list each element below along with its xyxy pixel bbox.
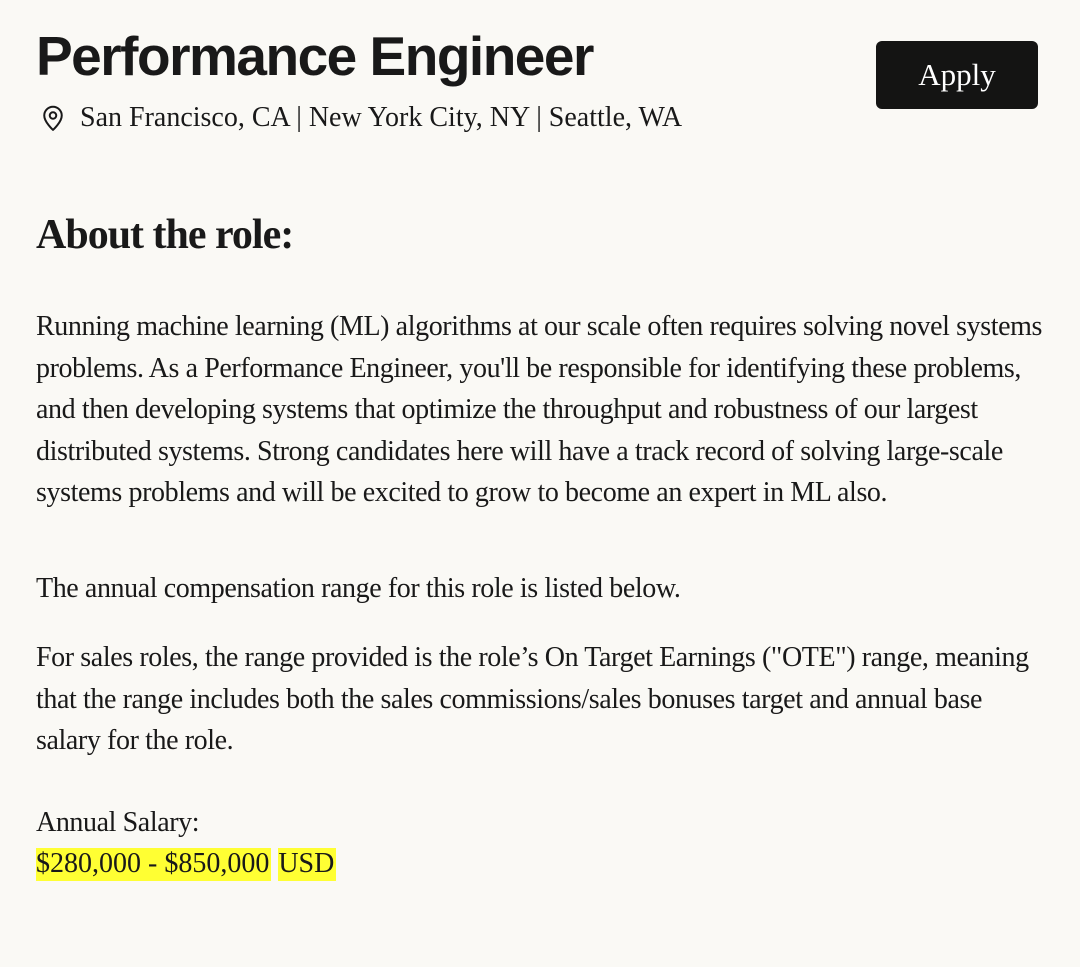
salary-label: Annual Salary: <box>36 806 200 838</box>
compensation-intro: The annual compensation range for this role is listed below. <box>36 572 681 604</box>
map-pin-icon <box>38 103 68 133</box>
salary-line <box>36 843 1046 885</box>
about-heading: About the role: <box>36 212 294 258</box>
job-locations: San Francisco, CA | New York City, NY | Seattle, WA <box>80 102 683 133</box>
location-row <box>36 100 682 136</box>
salary-range: $280,000 - $850,000 <box>36 848 270 879</box>
job-title: Performance Engineer <box>36 25 593 87</box>
salary-currency: USD <box>278 848 335 879</box>
apply-button[interactable]: Apply <box>876 41 1038 109</box>
job-description <box>36 206 1046 885</box>
sales-ote-note: For sales roles, the range provided is the role’s On Target Earnings ("OTE") range, meaning that the range includes both the sales commissions/sales bonuses target and annual base salary for the role. <box>36 642 1029 756</box>
job-header <box>36 22 1040 142</box>
role-description: Running machine learning (ML) algorithms at our scale often requires solving novel systems problems. As a Performance Engineer, you'll be responsible for identifying these problems, and then developing systems that optimize the throughput and robustness of our largest distributed systems. Strong candidates here will have a track record of solving large-scale systems problems and will be excited to grow to become an expert in ML also. <box>36 311 1042 508</box>
